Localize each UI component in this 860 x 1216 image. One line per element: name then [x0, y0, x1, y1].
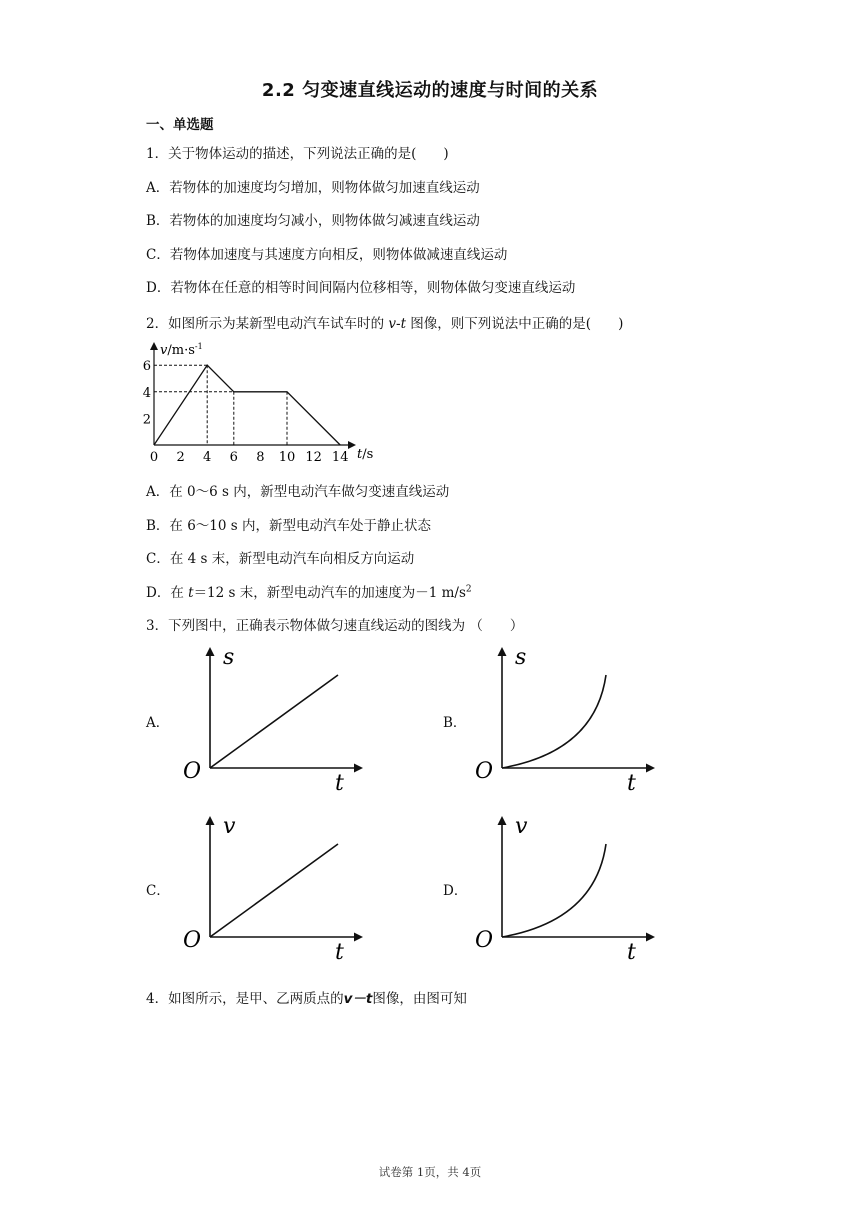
q3-d-x-label: t [627, 940, 636, 965]
q2-stem-pre: 2．如图所示为某新型电动汽车试车时的 [146, 316, 389, 332]
q2-x-tick-label: 8 [256, 450, 265, 465]
q3-c-line [210, 844, 338, 937]
q3-d-curve [502, 844, 606, 937]
q3-c-origin: O [183, 928, 202, 953]
q2-option-a: A．在 0～6 s 内，新型电动汽车做匀变速直线运动 [146, 484, 450, 500]
q3-label-d: D． [443, 883, 468, 899]
q3-graph-d [475, 814, 652, 965]
q1-option-a: A．若物体的加速度均匀增加，则物体做匀加速直线运动 [146, 180, 480, 196]
q2-option-d: D．在 t＝12 s 末，新型电动汽车的加速度为－1 $m/s^2$ [146, 584, 472, 601]
q2-y-tick-labels [143, 359, 151, 427]
q3-graph-c [183, 814, 360, 965]
q2-y-tick-label: 4 [142, 385, 151, 401]
q2-stem-var: v-t [388, 316, 407, 332]
q3-d-origin: O [475, 928, 494, 953]
q3-graph-a [183, 645, 360, 796]
q2-x-tick-labels [150, 450, 349, 465]
q3-b-x-label: t [627, 771, 636, 796]
q2-x-tick-label: 12 [305, 450, 322, 465]
q2-x-tick-label: 10 [278, 450, 296, 465]
q2-x-tick-label: 2 [176, 450, 185, 465]
q2-stem-post: 图像，则下列说法中正确的是( ) [406, 316, 624, 332]
q2-x-tick-label: 4 [203, 450, 212, 465]
page-title: 2.2 匀变速直线运动的速度与时间的关系 [261, 80, 599, 101]
q3-a-y-label: s [223, 645, 235, 670]
q3-graph-b [475, 645, 652, 796]
q3-label-c: C． [146, 883, 170, 899]
q1-option-d: D．若物体在任意的相等时间间隔内位移相等，则物体做匀变速直线运动 [146, 280, 576, 296]
q2-option-b: B．在 6～10 s 内，新型电动汽车处于静止状态 [146, 518, 431, 534]
q2-x-tick-label: 14 [331, 450, 349, 465]
q3-c-x-label: t [335, 940, 344, 965]
q3-c-y-label: v [223, 814, 236, 839]
q3-a-x-label: t [335, 771, 344, 796]
q1-option-c: C．若物体加速度与其速度方向相反，则物体做减速直线运动 [146, 247, 508, 263]
q3-label-a: A． [146, 715, 170, 731]
q3-b-origin: O [475, 759, 494, 784]
q3-label-b: B． [443, 715, 467, 731]
q2-y-tick-label: 6 [142, 359, 151, 375]
page-footer: 试卷第 1页，共 4页 [378, 1165, 482, 1179]
q2-guide-lines [154, 365, 287, 445]
section-heading: 一、单选题 [146, 117, 214, 133]
q2-y-tick-label: 2 [142, 412, 151, 428]
q3-b-curve [502, 675, 606, 768]
q3-stem: 3．下列图中，正确表示物体做匀速直线运动的图线为 （ ） [146, 618, 524, 634]
q1-stem: 1．关于物体运动的描述，下列说法正确的是( ) [146, 146, 449, 162]
q4-stem: 4．如图所示，是甲、乙两质点的v－t图像，由图可知 [146, 991, 467, 1007]
q3-b-y-label: s [515, 645, 527, 670]
q3-a-origin: O [183, 759, 202, 784]
q2-y-axis-label: $v/m\cdot s^{-1}$ [160, 342, 203, 358]
q2-option-c: C．在 4 s 末，新型电动汽车向相反方向运动 [146, 551, 415, 567]
q2-x-tick-label: 0 [149, 450, 159, 465]
q2-vt-line [154, 365, 340, 445]
q3-d-y-label: v [515, 814, 528, 839]
q1-option-b: B．若物体的加速度均匀减小，则物体做匀减速直线运动 [146, 213, 480, 229]
q3-graphs [183, 645, 652, 965]
q2-x-axis-label: t/s [357, 447, 374, 462]
q2-vt-graph [143, 342, 374, 465]
q2-x-tick-label: 6 [229, 450, 238, 465]
q3-a-line [210, 675, 338, 768]
